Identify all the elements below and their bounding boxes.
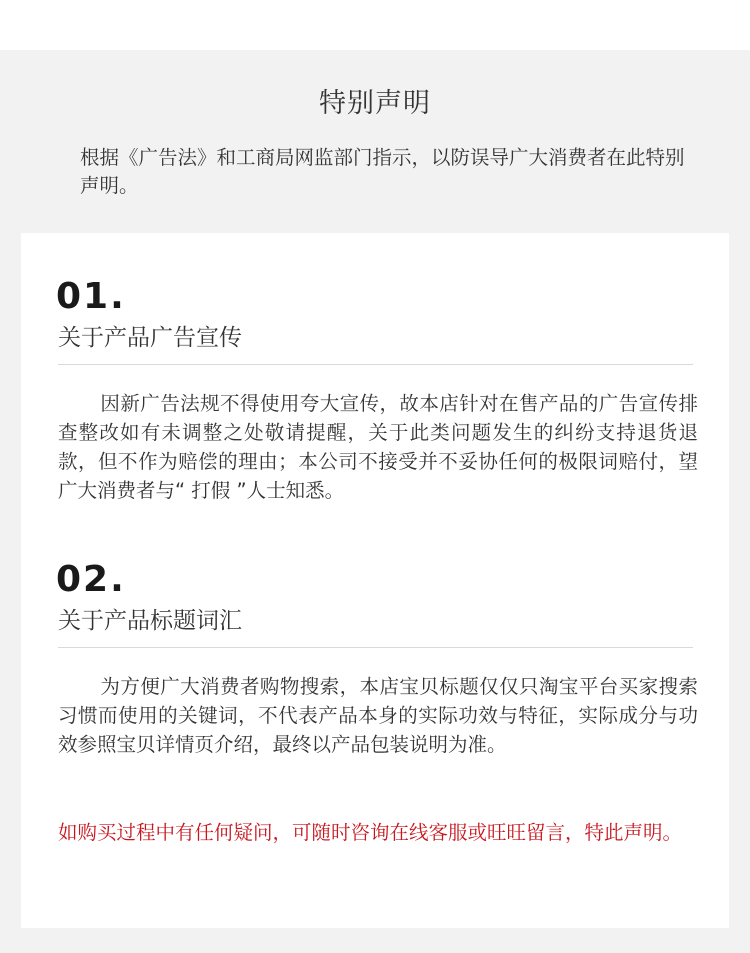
section-divider-02 — [58, 647, 693, 648]
section-body-01 — [58, 389, 698, 505]
section-title-02: 关于产品标题词汇 — [58, 608, 242, 634]
notice-title: 特别声明 — [319, 88, 431, 119]
footer-note: 如购买过程中有任何疑问，可随时咨询在线客服或旺旺留言，特此声明。 — [58, 821, 683, 844]
section-body-text-01: 因新广告法规不得使用夸大宣传，故本店针对在售产品的广告宣传排查整改如有未调整之处敬请提醒，关于此类问题发生的纠纷支持退货退款，但不作为赔偿的理由；本公司不接受并不妥协任何的极限词赔付，望广大消费者与“ 打假 ”人士知悉。 — [58, 392, 698, 502]
section-body-text-02: 为方便广大消费者购物搜索，本店宝贝标题仅仅只淘宝平台买家搜索习惯而使用的关键词，不代表产品本身的实际功效与特征，实际成分与功效参照宝贝详情页介绍，最终以产品包装说明为准。 — [58, 675, 698, 756]
section-divider-01 — [58, 364, 693, 365]
notice-intro: 根据《广告法》和工商局网监部门指示，以防误导广大消费者在此特别声明。 — [80, 146, 685, 197]
section-number-01: 01. — [56, 276, 126, 317]
section-body-02 — [58, 672, 698, 759]
section-title-01: 关于产品广告宣传 — [58, 325, 242, 351]
section-number-02: 02. — [56, 559, 126, 600]
top-blank-strip — [0, 0, 750, 50]
